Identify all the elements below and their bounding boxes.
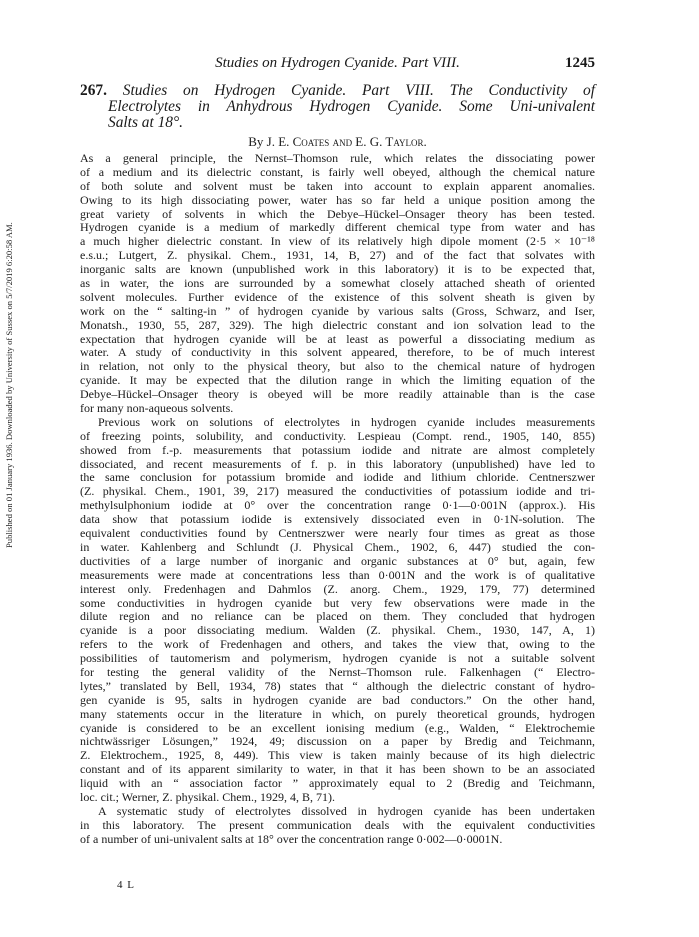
download-provenance-note: Published on 01 January 1936. Downloaded by University of Sussex on 5/7/2019 6:20:58 AM. <box>4 222 14 548</box>
article-body <box>80 152 595 847</box>
body-line: Debye–Hückel–Onsager theory is obeyed will be more readily attainable than is the case <box>80 387 595 402</box>
body-line: work on the “ salting-in ” of hydrogen cyanide by various salts (Gross, Schwarz, and Iser, <box>80 303 595 318</box>
body-line: refers to the work of Fredenhagen and others, and takes the view that, owing to the <box>80 637 595 652</box>
body-line: a much higher dielectric constant. In view of its relatively high dipole moment (2·5 × 10⁻¹⁸ <box>80 234 595 249</box>
signature-mark: 4 L <box>117 879 135 891</box>
body-line: gen cyanide is 95, salts in hydrogen cyanide are bad conductors.” On the other hand, <box>80 692 595 707</box>
body-line: cyanide. It may be expected that the dilution range in which the limiting equation of the <box>80 373 595 388</box>
body-line: liquid with an “ association factor ” approximately equal to 2 (Bredig and Teichmann, <box>80 776 595 791</box>
byline <box>80 134 595 150</box>
body-line: showed from f.-p. measurements that potassium iodide and nitrate are almost completely <box>80 442 595 457</box>
body-line: Owing to its high dissociating power, water has so far held a unique position among the <box>80 192 595 207</box>
body-line: possibilities of tautomerism and polymerism, hydrogen cyanide is not a suitable solvent <box>80 651 595 666</box>
body-line: for testing the general validity of the Nernst–Thomson rule. Falkenhagen (“ Electro- <box>80 664 595 679</box>
body-line: constant and of its apparent similarity to water, in that it has been shown to be an associated <box>80 762 595 777</box>
body-line: the same conclusion for potassium bromide and iodide and lithium chloride. Centnerszwer <box>80 470 595 485</box>
running-head <box>80 54 595 72</box>
body-line: e.s.u.; Lutgert, Z. physikal. Chem., 1931, 14, B, 27) and of the fact that solvates with <box>80 248 595 263</box>
body-line: measurements were made at concentrations less than 0·001N and the work is of qualitative <box>80 567 595 582</box>
body-line: expectation that hydrogen cyanide will be at least as powerful a dissociating medium as <box>80 331 595 346</box>
body-line: inorganic salts are known (unpublished work in this laboratory) it is to be expected that, <box>80 262 595 277</box>
body-line: interest only. Fredenhagen and Dahmlos (Z. anorg. Chem., 1929, 179, 77) determined <box>80 581 595 596</box>
article-number: 267. <box>80 82 107 99</box>
title-line-1 <box>80 83 595 99</box>
body-line: for many non-aqueous solvents. <box>80 401 234 416</box>
body-line: cyanide is a poor dissociating medium. Walden (Z. physikal. Chem., 1930, 147, A, 1) <box>80 623 595 638</box>
body-line: dilute region and no reliance can be placed on them. They concluded that hydrogen <box>80 609 595 624</box>
byline-prefix: By <box>248 134 267 149</box>
body-line: lytes,” translated by Bell, 1934, 78) states that “ although the dielectric constant of hydro- <box>80 678 595 693</box>
body-line: in water. Kahlenberg and Schlundt (J. Physical Chem., 1902, 6, 447) studied the con- <box>80 539 595 554</box>
body-line: Previous work on solutions of electrolytes in hydrogen cyanide includes measurements <box>98 414 595 429</box>
body-line: dissociated, and recent measurements of f. p. in this laboratory (unpublished) have led to <box>80 456 595 471</box>
page-number: 1245 <box>565 55 595 71</box>
body-line: of freezing points, solubility, and conductivity. Lespieau (Compt. rend., 1905, 140, 855) <box>80 428 595 443</box>
body-line: (Z. physikal. Chem., 1901, 39, 217) measured the conductivities of potassium iodide and tri- <box>80 484 595 499</box>
body-line: Hydrogen cyanide is a medium of markedly different chemical type from water and has <box>80 220 595 235</box>
body-line: data show that potassium iodide is extensively dissociated even in 0·1N-solution. The <box>80 512 595 527</box>
body-line: some conductivities in hydrogen cyanide but very few observations were made in the <box>80 595 595 610</box>
title-text-1: Studies on Hydrogen Cyanide. Part VIII. The Conductivity of <box>122 82 595 99</box>
body-line: in this laboratory. The present communication deals with the equivalent conductivities <box>80 817 595 832</box>
body-line: in relation, not only to the physical theory, but also to the chemical nature of hydrogen <box>80 359 595 374</box>
body-line: nichtwässriger Lösungen,” 1924, 49; discussion on a paper by Bredig and Teichmann, <box>80 734 595 749</box>
body-line: As a general principle, the Nernst–Thomson rule, which relates the dissociating power <box>80 151 595 165</box>
body-line: as in water, the ions are surrounded by a somewhat closely attached sheath of oriented <box>80 276 595 291</box>
body-line: Z. Elektrochem., 1925, 8, 449). This view is taken mainly because of its high dielectric <box>80 748 595 763</box>
body-line: of a number of uni-univalent salts at 18° over the concentration range 0·002—0·0001N. <box>80 831 503 846</box>
body-line: great variety of solvents in which the Debye–Hückel–Onsager theory has been tested. <box>80 206 595 221</box>
body-line: Monatsh., 1930, 55, 287, 329). The high dielectric constant and ion solvation lead to the <box>80 317 595 332</box>
body-line: A systematic study of electrolytes dissolved in hydrogen cyanide has been undertaken <box>98 803 595 818</box>
title-line-2: Electrolytes in Anhydrous Hydrogen Cyanide. Some Uni-univalent <box>108 98 595 115</box>
running-title: Studies on Hydrogen Cyanide. Part VIII. <box>215 55 460 71</box>
body-line: water. A study of conductivity in this solvent appeared, therefore, to be of much interest <box>80 345 595 360</box>
article-title <box>80 83 595 131</box>
body-line: of both solute and solvent must be taken into account to explain apparent anomalies. <box>80 178 595 193</box>
body-line: of a medium and its dielectric constant, is fairly well obeyed, although the chemical nature <box>80 164 595 179</box>
body-line: equivalent conductivities found by Centnerszwer were nearly four times as great as those <box>80 526 595 541</box>
body-line: ductivities of a large number of inorganic and organic substances at 0° but, again, few <box>80 553 595 568</box>
title-line-3: Salts at 18°. <box>108 114 183 131</box>
body-line: cyanide is considered to be an excellent ionising medium (e.g., Walden, “ Elektrochemie <box>80 720 595 735</box>
authors: J. E. Coates and E. G. Taylor. <box>266 134 427 149</box>
body-line: solvent molecules. Further evidence of the existence of this solvent sheath is given by <box>80 289 595 304</box>
body-line: loc. cit.; Werner, Z. physikal. Chem., 1929, 4, B, 71). <box>80 789 335 804</box>
body-line: methylsulphonium iodide at 0° over the concentration range 0·1—0·001N (approx.). His <box>80 498 595 513</box>
body-line: many statements occur in the literature in which, on purely theoretical grounds, hydrogen <box>80 706 595 721</box>
